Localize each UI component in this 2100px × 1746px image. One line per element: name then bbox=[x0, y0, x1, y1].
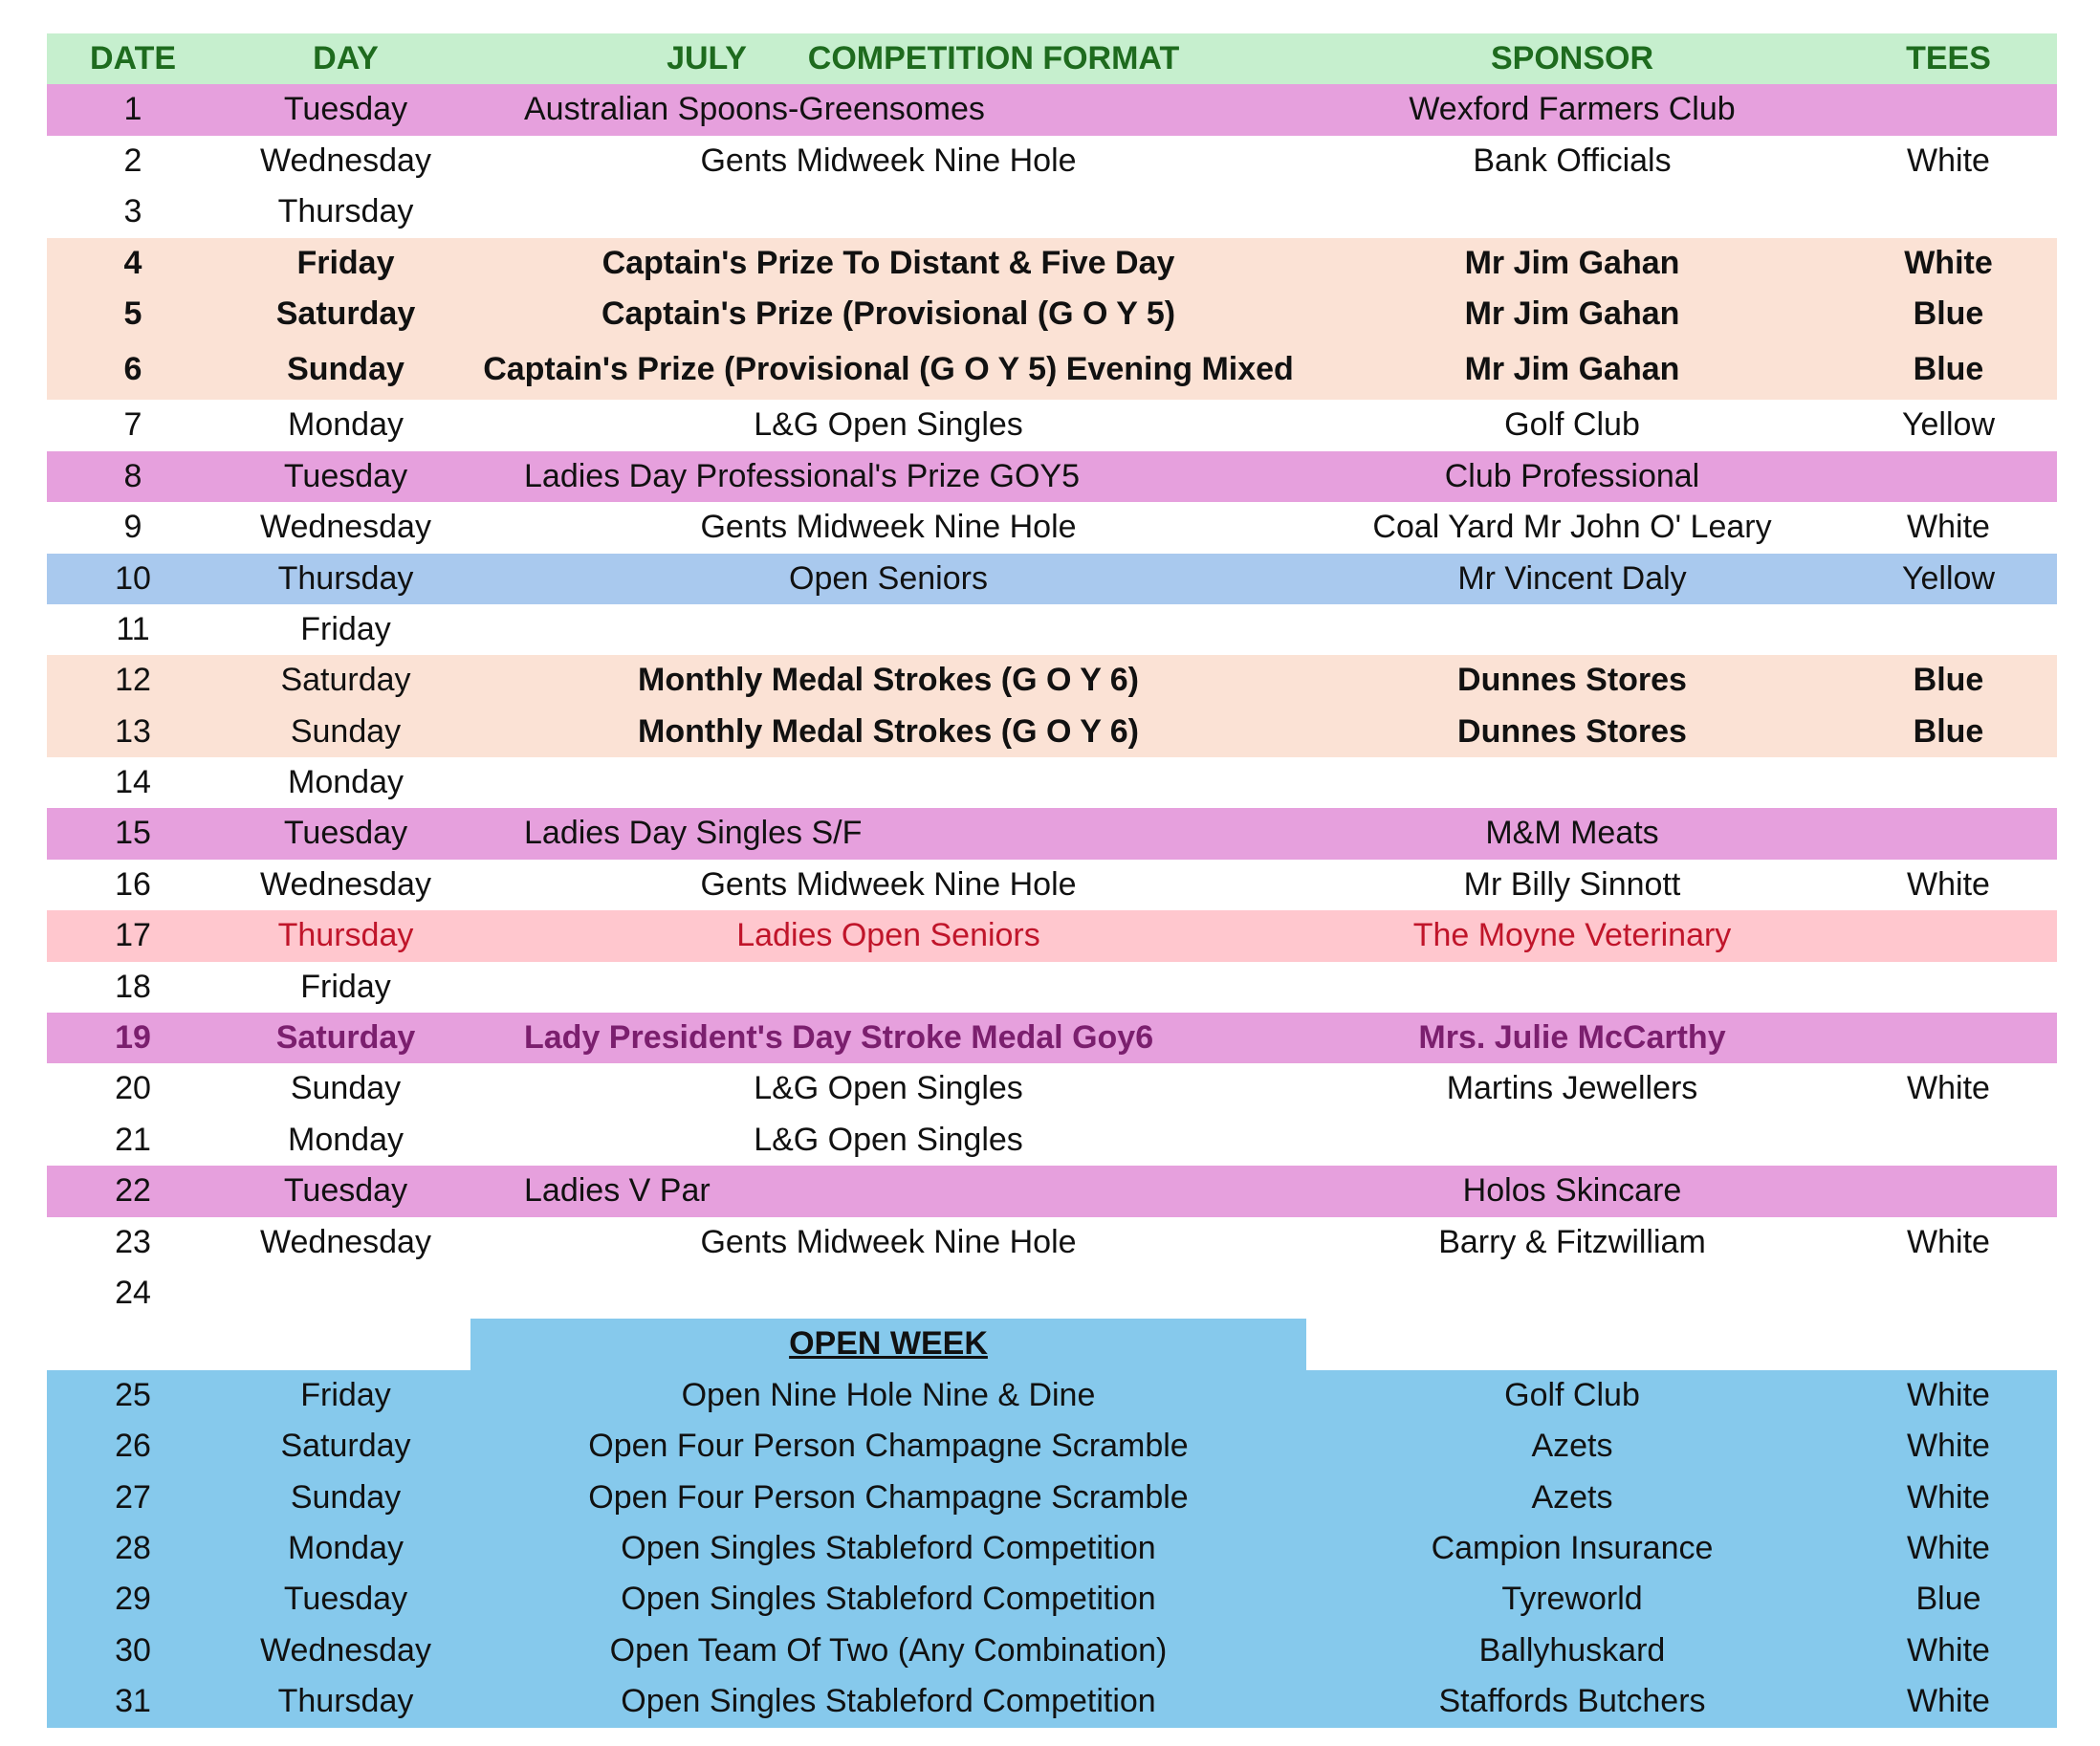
cell-tees: Blue bbox=[1913, 662, 1984, 699]
cell-tees bbox=[1840, 186, 2057, 237]
cell-competition bbox=[472, 186, 1304, 237]
cell-day: Tuesday bbox=[283, 1581, 408, 1618]
cell-day: Monday bbox=[288, 764, 404, 801]
cell-competition: Ladies V Par bbox=[524, 1172, 711, 1210]
cell-date: 11 bbox=[116, 610, 150, 647]
cell-tees: Blue bbox=[1913, 712, 1984, 750]
cell-sponsor: Barry & Fitzwilliam bbox=[1438, 1223, 1706, 1260]
cell-tees: White bbox=[1907, 1376, 1990, 1413]
table-row bbox=[47, 1626, 2057, 1676]
table-row bbox=[47, 604, 2057, 655]
table-row bbox=[47, 1166, 2057, 1216]
cell-date: 10 bbox=[115, 559, 151, 597]
cell-competition: Open Singles Stableford Competition bbox=[621, 1581, 1156, 1618]
cell-sponsor: Mr Jim Gahan bbox=[1464, 244, 1680, 281]
cell-competition: Australian Spoons-Greensomes bbox=[524, 91, 985, 128]
cell-sponsor: Wexford Farmers Club bbox=[1409, 91, 1736, 128]
cell-day: Wednesday bbox=[260, 1223, 431, 1260]
cell-sponsor: Staffords Butchers bbox=[1438, 1683, 1706, 1720]
cell-tees bbox=[1840, 910, 2057, 961]
cell-tees: White bbox=[1907, 142, 1990, 179]
cell-date: 13 bbox=[115, 712, 151, 750]
table-row bbox=[47, 502, 2057, 553]
cell-competition: Gents Midweek Nine Hole bbox=[700, 1223, 1077, 1260]
cell-competition: Open Singles Stableford Competition bbox=[621, 1683, 1156, 1720]
table-row bbox=[47, 910, 2057, 961]
table-row bbox=[47, 1421, 2057, 1472]
header-day: DAY bbox=[313, 40, 379, 76]
table-row bbox=[47, 238, 2057, 289]
table-row bbox=[47, 655, 2057, 706]
header-date: DATE bbox=[89, 40, 177, 76]
cell-day: Saturday bbox=[280, 1428, 411, 1465]
cell-day: Wednesday bbox=[260, 142, 431, 179]
cell-date: 15 bbox=[115, 815, 151, 852]
cell-date: 25 bbox=[115, 1376, 151, 1413]
cell-date: 14 bbox=[115, 764, 151, 801]
cell-sponsor: Bank Officials bbox=[1473, 142, 1672, 179]
cell-date: 8 bbox=[123, 457, 142, 494]
header-month: JULY bbox=[667, 40, 747, 76]
cell-day: Thursday bbox=[277, 1683, 414, 1720]
open-week-heading-row bbox=[47, 1319, 2057, 1369]
cell-competition: Ladies Day Singles S/F bbox=[524, 815, 863, 852]
cell-date: 1 bbox=[123, 91, 142, 128]
table-row bbox=[47, 707, 2057, 757]
table-row bbox=[47, 1523, 2057, 1574]
cell-day: Saturday bbox=[275, 1019, 416, 1057]
cell-date: 29 bbox=[115, 1581, 151, 1618]
table-header-row bbox=[47, 33, 2057, 84]
cell-day: Tuesday bbox=[283, 815, 408, 852]
cell-competition: Monthly Medal Strokes (G O Y 6) bbox=[638, 712, 1139, 750]
cell-competition bbox=[472, 962, 1304, 1013]
cell-date: 7 bbox=[123, 406, 142, 444]
cell-day: Tuesday bbox=[283, 91, 408, 128]
table-row bbox=[47, 1063, 2057, 1114]
cell-tees: White bbox=[1907, 1428, 1990, 1465]
cell-tees: Blue bbox=[1915, 1581, 1981, 1618]
cell-day: Sunday bbox=[290, 712, 402, 750]
table-row bbox=[47, 1574, 2057, 1625]
table-row bbox=[47, 186, 2057, 237]
cell-tees bbox=[1840, 84, 2057, 135]
cell-date: 2 bbox=[123, 142, 142, 179]
cell-day: Sunday bbox=[287, 351, 405, 388]
cell-day: Wednesday bbox=[260, 509, 431, 546]
cell-tees: White bbox=[1904, 244, 1993, 281]
cell-day: Saturday bbox=[275, 295, 416, 332]
header-tees: TEES bbox=[1906, 40, 1991, 76]
cell-competition: Open Seniors bbox=[789, 559, 988, 597]
cell-tees: White bbox=[1907, 1683, 1990, 1720]
cell-sponsor: Dunnes Stores bbox=[1457, 712, 1687, 750]
cell-competition: L&G Open Singles bbox=[754, 406, 1023, 444]
cell-tees: White bbox=[1907, 1223, 1990, 1260]
table-row bbox=[47, 339, 2057, 400]
cell-sponsor: Azets bbox=[1531, 1428, 1613, 1465]
cell-date: 19 bbox=[115, 1019, 151, 1057]
cell-competition: Ladies Day Professional's Prize GOY5 bbox=[524, 457, 1080, 494]
cell-sponsor: M&M Meats bbox=[1485, 815, 1659, 852]
cell-day: Thursday bbox=[277, 559, 414, 597]
cell-tees bbox=[1840, 1115, 2057, 1166]
cell-tees: White bbox=[1907, 1529, 1990, 1566]
cell-competition: Lady President's Day Stroke Medal Goy6 bbox=[524, 1019, 1154, 1057]
cell-date: 5 bbox=[123, 295, 142, 332]
cell-sponsor: The Moyne Veterinary bbox=[1412, 917, 1732, 954]
cell-sponsor: Club Professional bbox=[1444, 457, 1700, 494]
cell-tees bbox=[1840, 1013, 2057, 1063]
cell-day: Wednesday bbox=[260, 1631, 431, 1669]
cell-sponsor bbox=[1304, 757, 1840, 808]
cell-day: Monday bbox=[288, 406, 404, 444]
cell-competition: Gents Midweek Nine Hole bbox=[700, 509, 1077, 546]
cell-competition: Captain's Prize (Provisional (G O Y 5) Evening Mixed bbox=[483, 351, 1294, 388]
cell-competition: Ladies Open Seniors bbox=[736, 917, 1040, 954]
cell-day: Sunday bbox=[290, 1478, 402, 1516]
cell-sponsor: Tyreworld bbox=[1501, 1581, 1643, 1618]
cell-sponsor: Holos Skincare bbox=[1462, 1172, 1682, 1210]
cell-competition: Captain's Prize (Provisional (G O Y 5) bbox=[601, 295, 1176, 332]
table-row bbox=[47, 84, 2057, 135]
cell-competition: L&G Open Singles bbox=[754, 1121, 1023, 1158]
cell-date: 23 bbox=[115, 1223, 151, 1260]
cell-tees bbox=[1840, 962, 2057, 1013]
cell-competition: Open Four Person Champagne Scramble bbox=[588, 1428, 1189, 1465]
cell-competition: Gents Midweek Nine Hole bbox=[700, 142, 1077, 179]
cell-tees: White bbox=[1907, 865, 1990, 903]
cell-tees: White bbox=[1907, 509, 1990, 546]
cell-date: 21 bbox=[115, 1121, 151, 1158]
cell-date: 30 bbox=[115, 1631, 151, 1669]
cell-date: 17 bbox=[115, 917, 151, 954]
cell-day: Thursday bbox=[277, 193, 414, 230]
cell-date: 9 bbox=[123, 509, 142, 546]
cell-date: 6 bbox=[123, 351, 142, 388]
cell-sponsor: Mr Billy Sinnott bbox=[1463, 865, 1681, 903]
table-row bbox=[47, 1676, 2057, 1727]
cell-sponsor: Coal Yard Mr John O' Leary bbox=[1372, 509, 1772, 546]
cell-date: 28 bbox=[115, 1529, 151, 1566]
cell-sponsor: Golf Club bbox=[1504, 1376, 1640, 1413]
cell-day: Monday bbox=[288, 1121, 404, 1158]
table-row bbox=[47, 1115, 2057, 1166]
cell-competition: Open Singles Stableford Competition bbox=[621, 1529, 1156, 1566]
cell-sponsor: Golf Club bbox=[1504, 406, 1640, 444]
cell-day: Tuesday bbox=[283, 1172, 408, 1210]
cell-tees: Blue bbox=[1913, 295, 1984, 332]
cell-competition bbox=[472, 604, 1304, 655]
cell-date: 16 bbox=[115, 865, 151, 903]
cell-competition: Open Four Person Champagne Scramble bbox=[588, 1478, 1189, 1516]
cell-sponsor bbox=[1304, 1115, 1840, 1166]
cell-sponsor: Dunnes Stores bbox=[1457, 662, 1687, 699]
cell-day: Wednesday bbox=[260, 865, 431, 903]
cell-day: Friday bbox=[300, 610, 391, 647]
table-row bbox=[47, 1013, 2057, 1063]
cell-competition: L&G Open Singles bbox=[754, 1070, 1023, 1107]
cell-date: 12 bbox=[115, 662, 151, 699]
cell-day: Sunday bbox=[290, 1070, 402, 1107]
cell-sponsor bbox=[1304, 186, 1840, 237]
cell-tees bbox=[1840, 451, 2057, 502]
cell-sponsor: Campion Insurance bbox=[1431, 1529, 1714, 1566]
cell-competition: Gents Midweek Nine Hole bbox=[700, 865, 1077, 903]
table-row bbox=[47, 860, 2057, 910]
cell-date: 27 bbox=[115, 1478, 151, 1516]
cell-date: 26 bbox=[115, 1428, 151, 1465]
table-row bbox=[47, 400, 2057, 450]
table-row bbox=[47, 962, 2057, 1013]
cell-sponsor: Mr Vincent Daly bbox=[1457, 559, 1687, 597]
cell-tees: White bbox=[1907, 1478, 1990, 1516]
cell-competition bbox=[472, 757, 1304, 808]
cell-day: Friday bbox=[296, 244, 395, 281]
cell-sponsor: Martins Jewellers bbox=[1446, 1070, 1698, 1107]
table-row bbox=[47, 808, 2057, 859]
cell-competition: Open Team Of Two (Any Combination) bbox=[609, 1631, 1168, 1669]
cell-day bbox=[219, 1268, 472, 1319]
cell-day: Saturday bbox=[280, 662, 411, 699]
cell-sponsor: Mr Jim Gahan bbox=[1464, 295, 1680, 332]
cell-tees: Blue bbox=[1913, 351, 1984, 388]
cell-tees: White bbox=[1907, 1070, 1990, 1107]
cell-competition bbox=[472, 1268, 1304, 1319]
cell-sponsor bbox=[1304, 604, 1840, 655]
cell-date: 24 bbox=[115, 1274, 151, 1311]
cell-day: Monday bbox=[288, 1529, 404, 1566]
cell-date: 22 bbox=[115, 1172, 151, 1210]
cell-sponsor bbox=[1304, 1268, 1840, 1319]
cell-day: Friday bbox=[300, 1376, 391, 1413]
table-row bbox=[47, 1268, 2057, 1319]
cell-tees bbox=[1840, 604, 2057, 655]
cell-date: 4 bbox=[123, 244, 142, 281]
table-row bbox=[47, 1217, 2057, 1268]
table-row bbox=[47, 757, 2057, 808]
cell-sponsor: Mrs. Julie McCarthy bbox=[1418, 1019, 1726, 1057]
cell-date: 3 bbox=[123, 193, 142, 230]
cell-tees bbox=[1840, 757, 2057, 808]
cell-tees: White bbox=[1907, 1631, 1990, 1669]
cell-date: 31 bbox=[115, 1683, 151, 1720]
table-row bbox=[47, 136, 2057, 186]
cell-sponsor: Mr Jim Gahan bbox=[1464, 351, 1680, 388]
header-sponsor: SPONSOR bbox=[1490, 40, 1654, 76]
cell-sponsor: Ballyhuskard bbox=[1478, 1631, 1666, 1669]
table-row bbox=[47, 554, 2057, 604]
cell-tees bbox=[1840, 1268, 2057, 1319]
cell-sponsor bbox=[1304, 962, 1840, 1013]
header-competition-format: COMPETITION FORMAT bbox=[807, 40, 1180, 76]
competition-schedule-table bbox=[47, 33, 2057, 1728]
cell-date: 20 bbox=[115, 1070, 151, 1107]
cell-sponsor: Azets bbox=[1531, 1478, 1613, 1516]
cell-competition: Monthly Medal Strokes (G O Y 6) bbox=[638, 662, 1139, 699]
cell-tees: Yellow bbox=[1901, 406, 1996, 444]
table-row bbox=[47, 289, 2057, 339]
table-row bbox=[47, 451, 2057, 502]
cell-competition: Captain's Prize To Distant & Five Day bbox=[602, 244, 1175, 281]
cell-tees bbox=[1840, 808, 2057, 859]
table-row bbox=[47, 1370, 2057, 1421]
cell-date: 18 bbox=[115, 968, 151, 1005]
cell-day: Tuesday bbox=[283, 457, 408, 494]
table-row bbox=[47, 1473, 2057, 1523]
cell-day: Thursday bbox=[277, 917, 414, 954]
open-week-heading: OPEN WEEK bbox=[470, 1319, 1306, 1369]
cell-day: Friday bbox=[300, 968, 391, 1005]
cell-competition: Open Nine Hole Nine & Dine bbox=[681, 1376, 1096, 1413]
cell-tees: Yellow bbox=[1901, 559, 1996, 597]
cell-tees bbox=[1840, 1166, 2057, 1216]
